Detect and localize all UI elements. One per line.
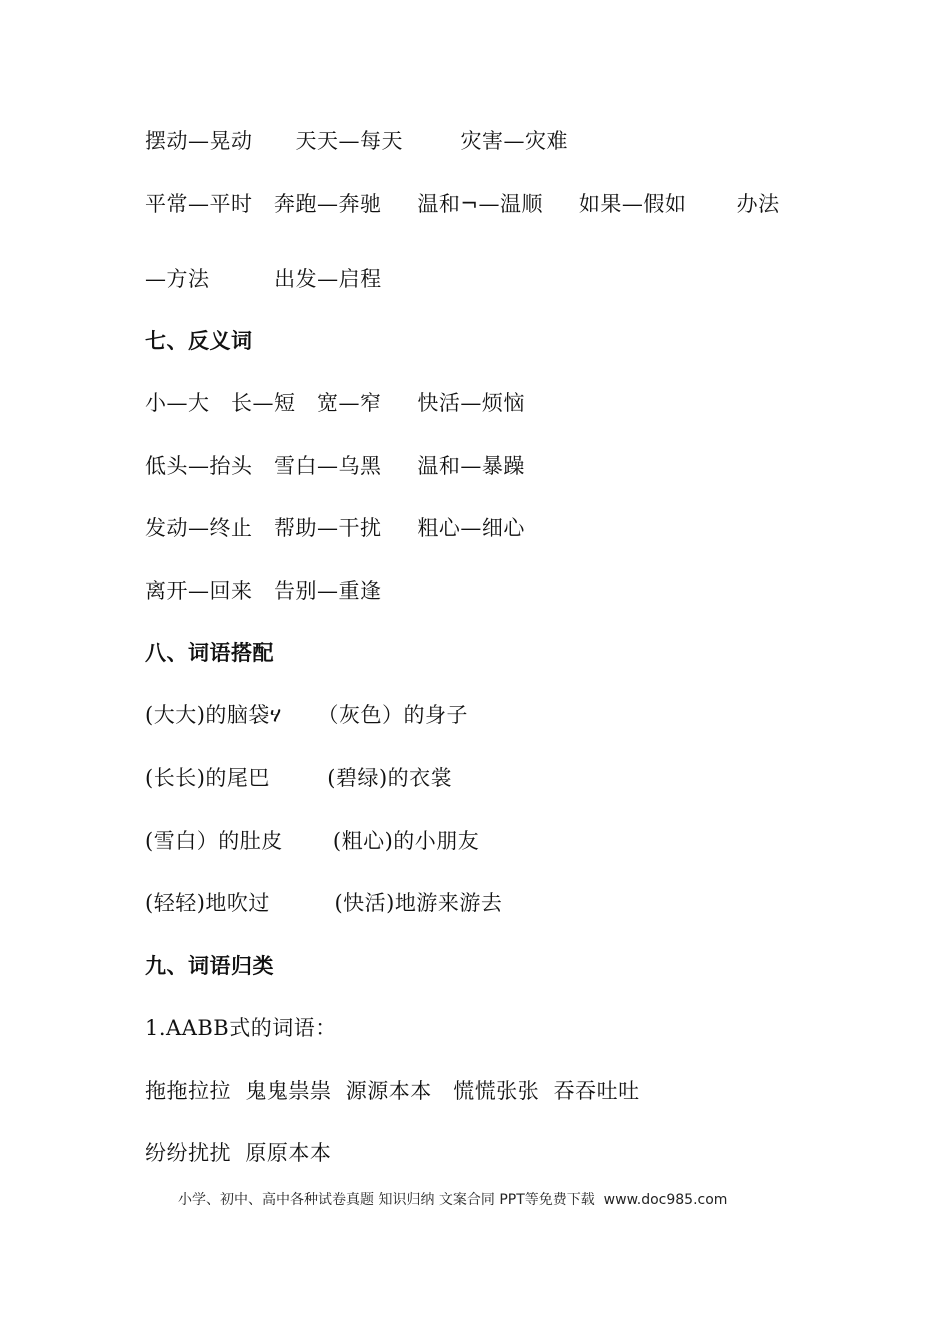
section-heading-antonyms: 七、反义词 [145,329,253,353]
collocation-line: (雪白）的肚皮 (粗心)的小朋友 [145,829,480,853]
classification-line: 拖拖拉拉 鬼鬼祟祟 源源本本 慌慌张张 吞吞吐吐 [145,1079,640,1103]
section-heading-collocations: 八、词语搭配 [145,641,274,665]
collocation-line: (长长)的尾巴 (碧绿)的衣裳 [145,766,453,790]
antonym-line: 小—大 长—短 宽—窄 快活—烦恼 [145,391,525,415]
classification-subheading: 1.AABB式的词语： [145,1016,337,1040]
collocation-line: (轻轻)地吹过 (快活)地游来游去 [145,891,503,915]
collocation-line: (大大)的脑袋ሃ （灰色）的身子 [145,703,469,727]
section-heading-classification: 九、词语归类 [145,954,274,978]
synonym-line-2: 平常—平时 奔跑—奔驰 温和¬—温顺 如果—假如 办法 [145,192,780,216]
classification-line: 纷纷扰扰 原原本本 [145,1141,332,1165]
synonym-line-3: —方法 出发—启程 [145,267,382,291]
page-footer: 小学、初中、高中各种试卷真题 知识归纳 文案合同 PPT等免费下载 www.doc985.com [178,1192,728,1208]
antonym-line: 低头—抬头 雪白—乌黑 温和—暴躁 [145,454,525,478]
antonym-line: 发动—终止 帮助—干扰 粗心—细心 [145,516,525,540]
synonym-line-1: 摆动—晃动 天天—每天 灾害—灾难 [145,129,568,153]
antonym-line: 离开—回来 告别—重逢 [145,579,382,603]
